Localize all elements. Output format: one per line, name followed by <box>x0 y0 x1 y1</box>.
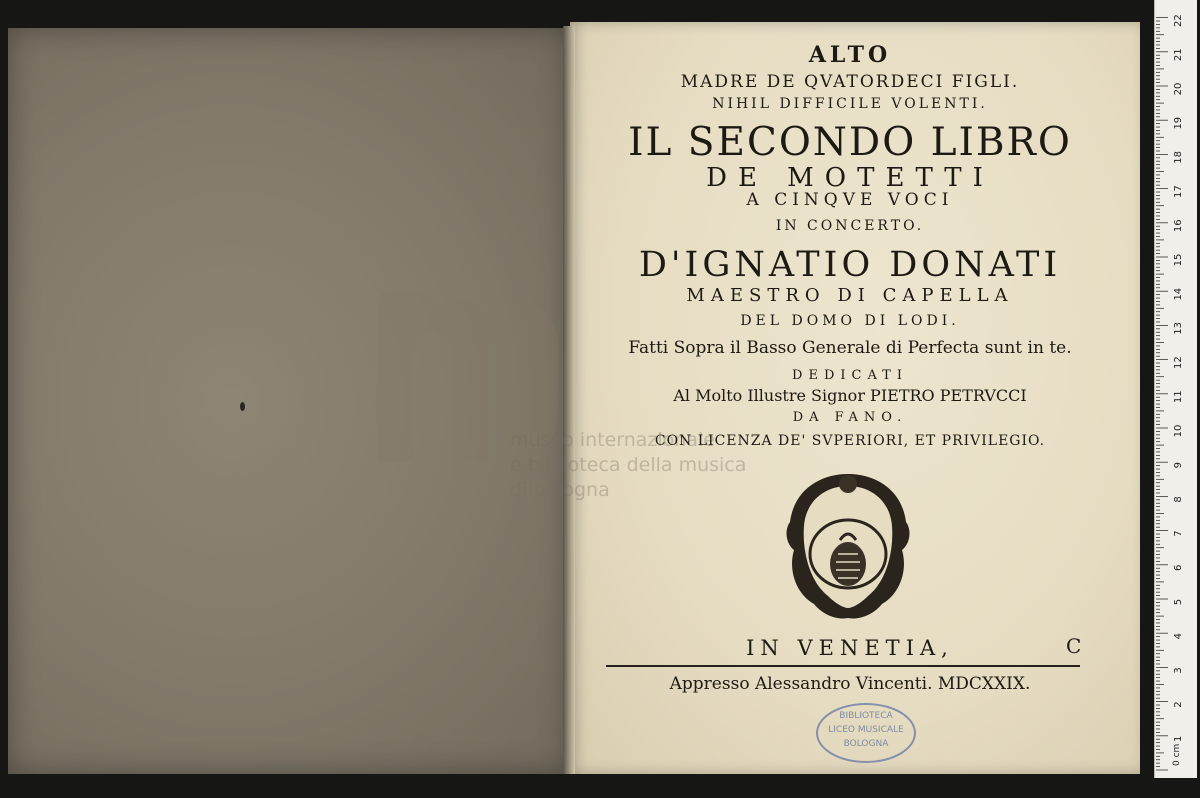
ruler-tick-label: 15 <box>1173 253 1184 267</box>
watermark-line: di bologna <box>510 479 610 501</box>
ruler-tick-label: 10 <box>1173 424 1184 438</box>
dedicatee-place: DA FANO. <box>792 410 908 425</box>
dedication-heading: DEDICATI <box>792 368 908 383</box>
watermark-line: e biblioteca della musica <box>510 454 747 476</box>
ruler-tick-label: 6 <box>1173 564 1184 571</box>
imprint-city: IN VENETIA, <box>746 636 954 660</box>
ruler-tick-label: 11 <box>1173 390 1184 404</box>
stamp-line: BOLOGNA <box>843 739 889 749</box>
ruler-tick-label: 7 <box>1173 530 1184 537</box>
ruler-scale <box>1155 0 1197 778</box>
ruler-tick-label: 9 <box>1173 462 1184 469</box>
ink-speck <box>240 402 245 411</box>
ruler-tick-label: 16 <box>1173 219 1184 233</box>
ruler-tick-label: 3 <box>1173 667 1184 674</box>
watermark-line: museo internazionale <box>510 429 715 451</box>
imprint-publisher: Appresso Alessandro Vincenti. MDCXXIX. <box>669 674 1031 694</box>
ruler-unit-label: 0 cm <box>1172 743 1182 766</box>
concerto-line: IN CONCERTO. <box>775 218 925 234</box>
printer-device-emblem <box>780 470 916 622</box>
author-name: D'IGNATIO DONATI <box>638 245 1062 285</box>
ruler-tick-label: 2 <box>1173 701 1184 708</box>
ruler-tick-label: 13 <box>1173 322 1184 335</box>
ruler-tick-label: 4 <box>1173 633 1184 640</box>
dedicatee-line: Al Molto Illustre Signor PIETRO PETRVCCI <box>673 386 1027 405</box>
imprint-rule <box>606 665 1080 667</box>
ruler-tick-label: 18 <box>1173 151 1184 164</box>
ruler-tick-label: 5 <box>1173 598 1184 606</box>
measurement-ruler <box>1154 0 1197 778</box>
motto-line: MADRE DE QVATORDECI FIGLI. <box>680 72 1020 92</box>
ruler-tick-label: 22 <box>1173 14 1184 27</box>
author-title: MAESTRO DI CAPELLA <box>686 285 1014 306</box>
stamp-line: LICEO MUSICALE <box>828 725 904 735</box>
ruler-tick-label: 19 <box>1173 116 1184 130</box>
book-title: IL SECONDO LIBRO <box>628 120 1072 165</box>
ruler-tick-label: 1 <box>1173 735 1184 742</box>
ruler-tick-label: 20 <box>1173 82 1184 96</box>
ruler-tick-label: 12 <box>1173 356 1184 369</box>
signature-mark: C <box>1066 634 1082 658</box>
ruler-tick-label: 8 <box>1173 496 1184 503</box>
stamp-line: BIBLIOTECA <box>839 711 893 721</box>
voices-line: A CINQVE VOCI <box>746 190 954 210</box>
ruler-tick-label: 21 <box>1173 48 1184 62</box>
library-stamp <box>816 703 916 763</box>
license-line: CON LICENZA DE' SVPERIORI, ET PRIVILEGIO. <box>654 433 1046 449</box>
author-place: DEL DOMO DI LODI. <box>740 313 960 329</box>
ruler-tick-label: 14 <box>1173 287 1184 301</box>
ruler-tick-label: 17 <box>1173 185 1184 198</box>
book-subtitle: DE MOTETTI <box>706 163 994 193</box>
voice-part-label: ALTO <box>808 42 892 68</box>
description-line: Fatti Sopra il Basso Generale di Perfecta sunt in te. <box>628 338 1072 358</box>
motto-latin: NIHIL DIFFICILE VOLENTI. <box>712 96 988 112</box>
